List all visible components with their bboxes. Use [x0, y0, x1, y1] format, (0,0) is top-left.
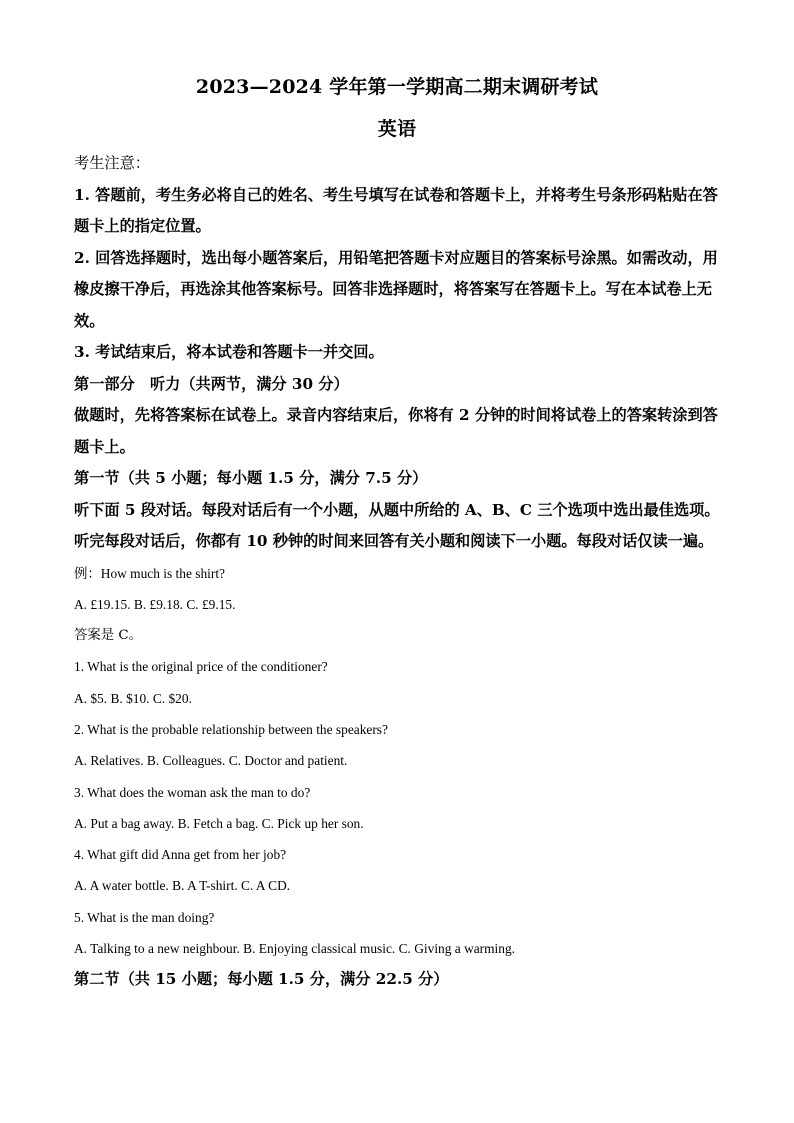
question-5-options: A. Talking to a new neighbour. B. Enjoying classical music. C. Giving a warming.: [74, 941, 516, 957]
question-4: 4. What gift did Anna get from her job?: [74, 847, 287, 863]
example-question: 例：How much is the shirt?: [74, 565, 225, 581]
part1-instruction: 做题时，先将答案标在试卷上。录音内容结束后，你将有 2 分钟的时间将试卷上的答案转涂到答题卡上。: [74, 406, 718, 456]
question-1: 1. What is the original price of the conditioner?: [74, 659, 328, 675]
notice-heading: 考生注意：: [74, 154, 150, 172]
notice-item-3: 3. 考试结束后，将本试卷和答题卡一并交回。: [74, 343, 384, 361]
notice-item-2: 2. 回答选择题时，选出每小题答案后，用铅笔把答题卡对应题目的答案标号涂黑。如需改动，用橡皮擦干净后，再选涂其他答案标号。回答非选择题时，将答案写在答题卡上。写在本试卷上无效。: [74, 248, 718, 330]
section2-heading: 第二节（共 15 小题；每小题 1.5 分，满分 22.5 分）: [74, 970, 449, 989]
question-1-options: A. $5. B. $10. C. $20.: [74, 690, 192, 706]
subject-title: 英语: [377, 118, 417, 140]
section1-instruction: 听下面 5 段对话。每段对话后有一个小题，从题中所给的 A、B、C 三个选项中选出最佳选项。听完每段对话后，你都有 10 秒钟的时间来回答有关小题和阅读下一小题。每段对话仅读一遍。: [74, 500, 720, 550]
part1-heading: 第一部分 听力（共两节，满分 30 分）: [74, 374, 349, 393]
question-2: 2. What is the probable relationship between the speakers?: [74, 721, 388, 737]
example-options: A. £19.15. B. £9.18. C. £9.15.: [74, 596, 236, 612]
notice-item-1: 1. 答题前，考生务必将自己的姓名、考生号填写在试卷和答题卡上，并将考生号条形码粘贴在答题卡上的指定位置。: [74, 185, 718, 235]
question-3-options: A. Put a bag away. B. Fetch a bag. C. Pick up her son.: [74, 815, 364, 831]
example-answer: 答案是 C。: [74, 628, 143, 644]
exam-body: [74, 148, 724, 996]
section1-heading: 第一节（共 5 小题；每小题 1.5 分，满分 7.5 分）: [74, 469, 428, 487]
question-2-options: A. Relatives. B. Colleagues. C. Doctor and patient.: [74, 753, 348, 769]
question-5: 5. What is the man doing?: [74, 909, 215, 925]
exam-title: 2023—2024 学年第一学期高二期末调研考试: [195, 76, 599, 98]
question-3: 3. What does the woman ask the man to do?: [74, 784, 311, 800]
question-4-options: A. A water bottle. B. A T-shirt. C. A CD.: [74, 878, 291, 894]
